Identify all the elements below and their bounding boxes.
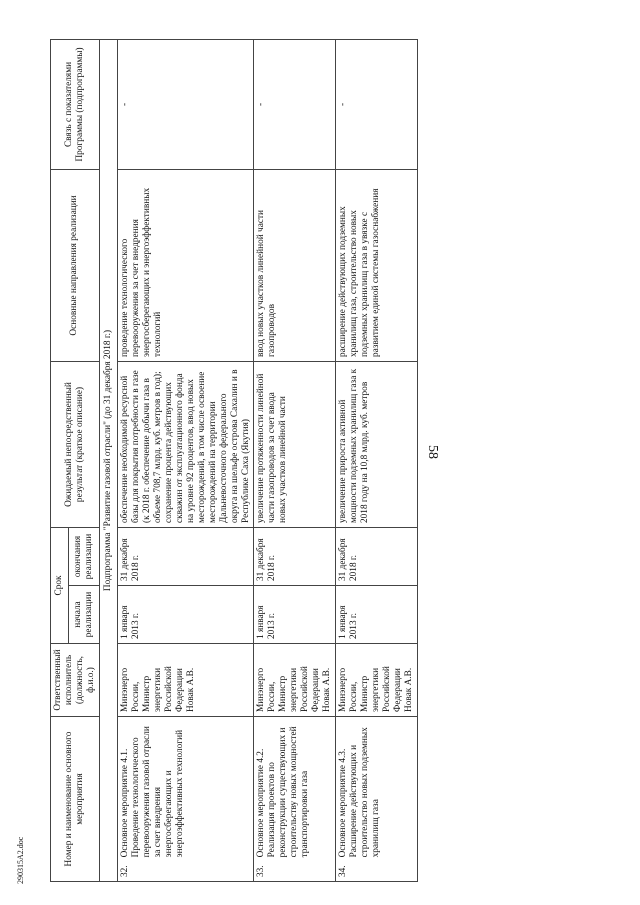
row-number-name [254, 717, 336, 882]
header-end: окончания реализации [69, 527, 100, 585]
subprogram-title: Подпрограмма "Развитие газовой отрасли" (до 31 декабря 2018 г.) [99, 39, 117, 881]
row-number-name [336, 717, 418, 882]
row-name: Основное мероприятие 4.2. Реализация проектов по реконструкции существующих и строительству новых мощностей транспортировки газа [256, 726, 311, 858]
row-link: - [336, 39, 418, 169]
row-directions: проведение технологического перевооружения за счет внедрения энергосберегающих и энергоэффективных технологий [117, 169, 254, 361]
row-end: 31 декабря 2018 г. [254, 527, 336, 585]
header-term: Срок [51, 527, 69, 643]
row-start: 1 января 2013 г. [254, 586, 336, 644]
header-number-name: Номер и наименование основного мероприятия [51, 717, 100, 882]
row-number: 33. [256, 865, 267, 877]
row-number-name [117, 717, 254, 882]
table-row [117, 39, 254, 881]
header-start: начала реализации [69, 586, 100, 644]
table-row [254, 39, 336, 881]
row-expected: обеспечение необходимой ресурсной базы для покрытия потребности в газе (к 2018 г. обеспечение добычи газа в объеме 708,7 млрд. куб. метров в год); сохранение процента действующих скважин от эксплуатационного фонда на уровне 92 процентов, ввод новых месторождений, в том числе освоение месторождений на территории Дальневосточного федерального округа на шельфе острова Сахалин и в Республике Саха (Якутия) [117, 361, 254, 527]
header-directions: Основные направления реализации [51, 169, 100, 361]
row-end: 31 декабря 2018 г. [117, 527, 254, 585]
row-name: Основное мероприятие 4.1. Проведение технологического перевооружения газовой отрасли за счет внедрения энергосберегающих и энергоэффективных технологий [119, 726, 185, 858]
measures-table [50, 39, 418, 882]
row-start: 1 января 2013 г. [117, 586, 254, 644]
row-name: Основное мероприятие 4.3. Расширение действующих и строительство новых подземных хранилищ газа [338, 727, 382, 858]
table-row [336, 39, 418, 881]
page-number: 58 [425, 445, 440, 459]
header-link: Связь с показателями Программы (подпрограммы) [51, 39, 100, 169]
row-expected: увеличение протяженности линейной части газопроводов за счет ввода новых участков линейной части [254, 361, 336, 527]
row-responsible: Минэнерго России, Министр энергетики Российской Федерации Новак А.В. [254, 644, 336, 717]
header-expected: Ожидаемый непосредственный результат (краткое описание) [51, 361, 100, 527]
row-expected: увеличение прироста активной мощности подземных хранилищ газа к 2018 году на 10,8 млрд. куб. метров [336, 361, 418, 527]
row-responsible: Минэнерго России, Министр энергетики Российской Федерации Новак А.В. [336, 644, 418, 717]
row-start: 1 января 2013 г. [336, 586, 418, 644]
row-link: - [117, 39, 254, 169]
header-responsible: Ответственный исполнитель (должность, ф.и.о.) [51, 644, 100, 717]
rotated-table-container [50, 40, 616, 882]
row-number: 34. [338, 865, 349, 877]
row-directions: ввод новых участков линейной части газопроводов [254, 169, 336, 361]
row-end: 31 декабря 2018 г. [336, 527, 418, 585]
row-responsible: Минэнерго России, Министр энергетики Российской Федерации Новак А.В. [117, 644, 254, 717]
row-directions: расширение действующих подземных хранилищ газа, строительство новых подземных хранилищ газа в увязке с развитием единой системы газоснабжения [336, 169, 418, 361]
document-footer: 290315A2.doc [16, 836, 25, 884]
row-number: 32. [119, 865, 130, 877]
row-link: - [254, 39, 336, 169]
